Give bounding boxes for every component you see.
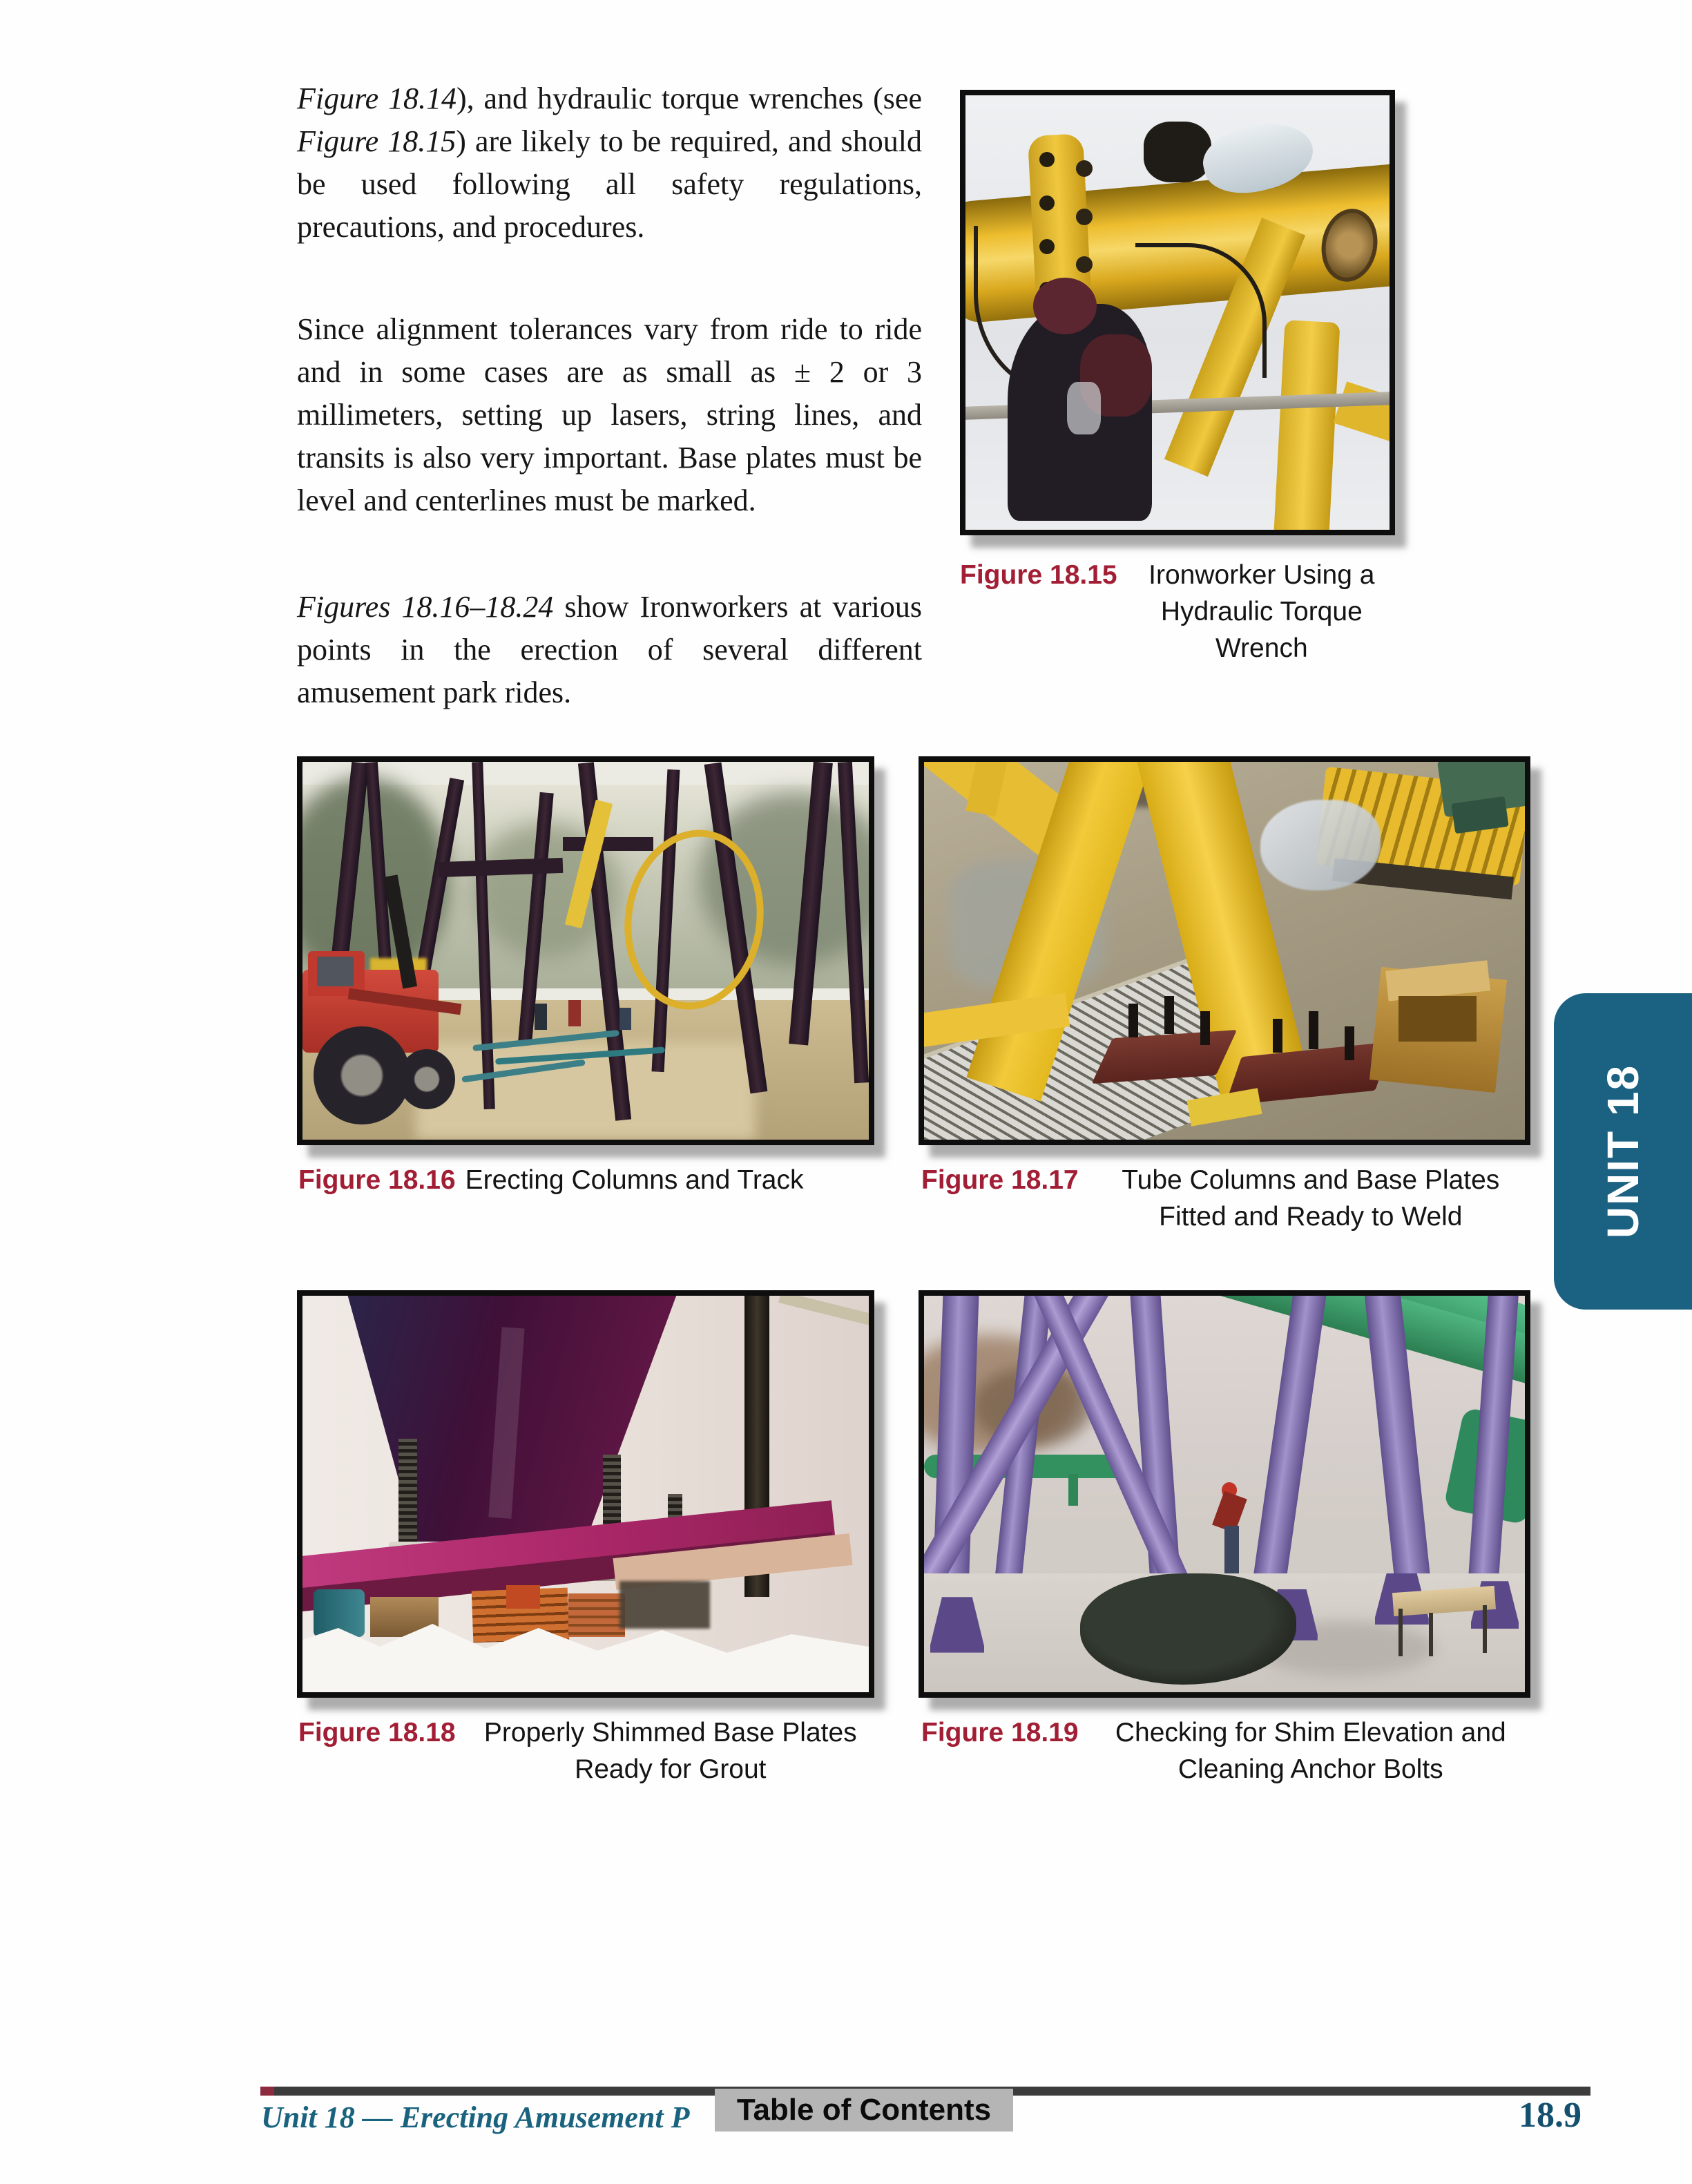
table-leg	[1483, 1605, 1487, 1653]
wrench-head	[1144, 122, 1211, 182]
figure-caption-text: Tube Columns and Base Plates Fitted and Ready to Weld	[1122, 1165, 1500, 1232]
figure-label: Figure 18.18	[298, 1718, 456, 1747]
text-run: ), and hydraulic torque wrenches (see	[456, 82, 922, 115]
footer-unit-title: Unit 18 — Erecting Amusement P	[261, 2100, 690, 2134]
unit-tab-label: UNIT 18	[1598, 1064, 1648, 1239]
box-interior	[1398, 996, 1477, 1042]
figure-18-15-photo	[960, 90, 1395, 535]
figure-reference: Figure 18.15	[297, 124, 456, 158]
paragraph-3	[297, 586, 922, 714]
figure-caption-text: Erecting Columns and Track	[465, 1165, 804, 1195]
text-run: ) are likely to be required, and should be used following all safety regulations, precautions, and procedures.	[297, 124, 922, 244]
anchor-bolt	[1128, 1004, 1138, 1037]
figure-18-17-photo	[919, 756, 1530, 1145]
figure-reference: Figure 18.14	[297, 82, 456, 115]
green-post	[1068, 1474, 1078, 1506]
figure-18-18-caption	[298, 1714, 876, 1788]
anchor-bolt	[1200, 1011, 1210, 1045]
worker-figure	[568, 1000, 581, 1026]
crane-window	[317, 957, 354, 987]
text-run: show Ironworkers at various points in the erection of several different amusement park rides.	[297, 590, 923, 709]
flange-bolt	[1076, 209, 1093, 225]
figure-18-16-caption	[298, 1162, 876, 1198]
crane-tire	[398, 1049, 455, 1110]
dark-equipment	[619, 1581, 710, 1629]
anchor-bolt	[1309, 1011, 1318, 1049]
figure-label: Figure 18.19	[921, 1718, 1079, 1747]
flange-bolt	[1076, 160, 1093, 177]
orange-crate	[506, 1585, 540, 1609]
table-leg	[1398, 1609, 1403, 1656]
table-of-contents-button[interactable]: Table of Contents	[715, 2089, 1013, 2132]
anchor-bolt	[1164, 996, 1174, 1034]
crane-tire	[314, 1026, 410, 1124]
anchor-bolt	[1345, 1026, 1354, 1060]
yellow-post	[1273, 320, 1340, 535]
figure-18-18-photo	[297, 1290, 874, 1698]
anchor-rod	[398, 1439, 416, 1550]
figure-label: Figure 18.16	[298, 1165, 456, 1195]
worker-figure	[619, 1008, 631, 1031]
text-run: Since alignment tolerances vary from ride to ride and in some cases are as small as ± 2 or 3 millimeters, setting up lasers, string lines, and transits is also very important. Base plates must be level and centerlines must be marked.	[297, 312, 922, 517]
figure-label: Figure 18.15	[960, 560, 1117, 590]
worker-legs	[1224, 1526, 1239, 1573]
figure-caption-text: Ironworker Using a Hydraulic Torque Wrench	[1148, 560, 1375, 663]
page-number: 18.9	[1519, 2096, 1582, 2135]
figure-18-19-caption	[921, 1714, 1533, 1788]
figure-18-17-caption	[921, 1162, 1533, 1235]
figure-label: Figure 18.17	[921, 1165, 1079, 1195]
footer-rule-cap	[260, 2087, 274, 2096]
flange-bolt	[1039, 195, 1055, 211]
anchor-bolt	[1273, 1019, 1282, 1053]
figure-caption-text: Properly Shimmed Base Plates Ready for Grout	[483, 1718, 857, 1784]
figure-caption-text: Checking for Shim Elevation and Cleaning Anchor Bolts	[1115, 1718, 1506, 1784]
plastic-wrap	[1260, 800, 1381, 890]
paragraph-1	[297, 77, 922, 249]
unit-18-thumb-tab	[1554, 993, 1692, 1310]
figure-18-16-photo	[297, 756, 874, 1145]
shirt-logo	[1067, 382, 1101, 434]
hardhat	[1033, 278, 1097, 334]
figure-18-15-caption	[960, 557, 1396, 667]
figure-reference: Figures 18.16–18.24	[297, 590, 554, 624]
table-leg	[1429, 1613, 1433, 1656]
header-beam	[563, 837, 653, 850]
figure-18-19-photo	[919, 1290, 1530, 1698]
worker-figure	[535, 1004, 547, 1030]
shim-stack	[568, 1593, 625, 1637]
paragraph-2	[297, 308, 922, 522]
